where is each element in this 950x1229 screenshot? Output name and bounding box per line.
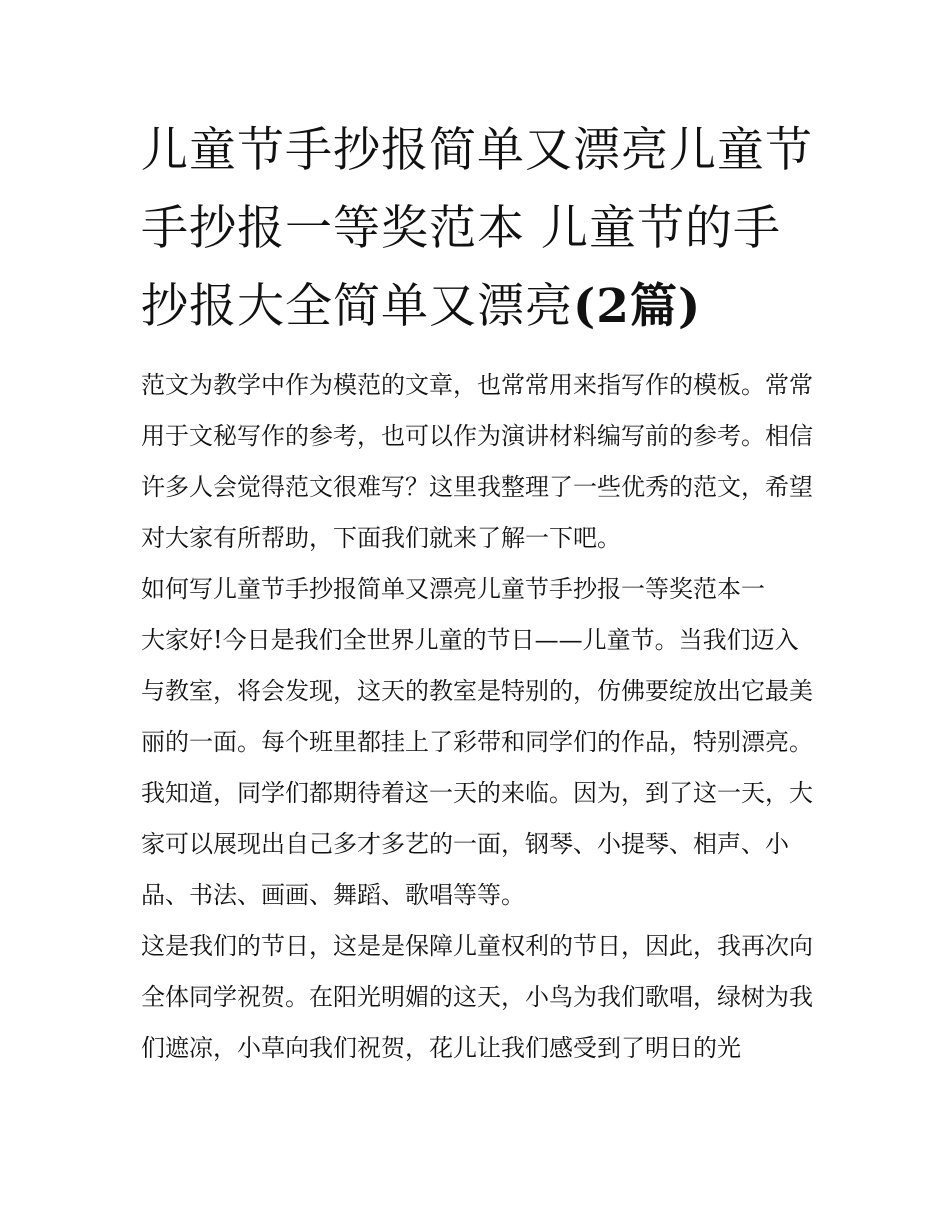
paragraph-greeting: 大家好!今日是我们全世界儿童的节日——儿童节。当我们迈入与教室，将会发现，这天的教室是特别的，仿佛要绽放出它最美丽的一面。每个班里都挂上了彩带和同学们的作品，特别漂亮。 — [141, 626, 813, 756]
paragraph-section-heading: 如何写儿童节手抄报简单又漂亮儿童节手抄报一等奖范本一 — [141, 575, 765, 603]
paragraph-intro: 范文为教学中作为模范的文章，也常常用来指写作的模板。常常用于文秘写作的参考，也可以作为演讲材料编写前的参考。相信许多人会觉得范文很难写？这里我整理了一些优秀的范文，希望对大家有所帮助，下面我们就来了解一下吧。 — [141, 371, 813, 552]
document-title-main: 儿童节手抄报简单又漂亮儿童节手抄报一等奖范本 儿童节的手抄报大全简单又漂亮 — [141, 123, 813, 334]
paragraph-talents: 我知道，同学们都期待着这一天的来临。因为，到了这一天，大家可以展现出自己多才多艺的一面，钢琴、小提琴、相声、小品、书法、画画、舞蹈、歌唱等等。 — [141, 779, 813, 909]
document-content — [141, 112, 813, 1074]
document-title — [141, 112, 813, 346]
document-body — [141, 360, 813, 1074]
paragraph-festival: 这是我们的节日，这是是保障儿童权利的节日，因此，我再次向全体同学祝贺。在阳光明媚的这天，小鸟为我们歌唱，绿树为我们遮凉，小草向我们祝贺，花儿让我们感受到了明日的光 — [141, 932, 813, 1062]
document-title-suffix: (2篇) — [573, 279, 702, 334]
